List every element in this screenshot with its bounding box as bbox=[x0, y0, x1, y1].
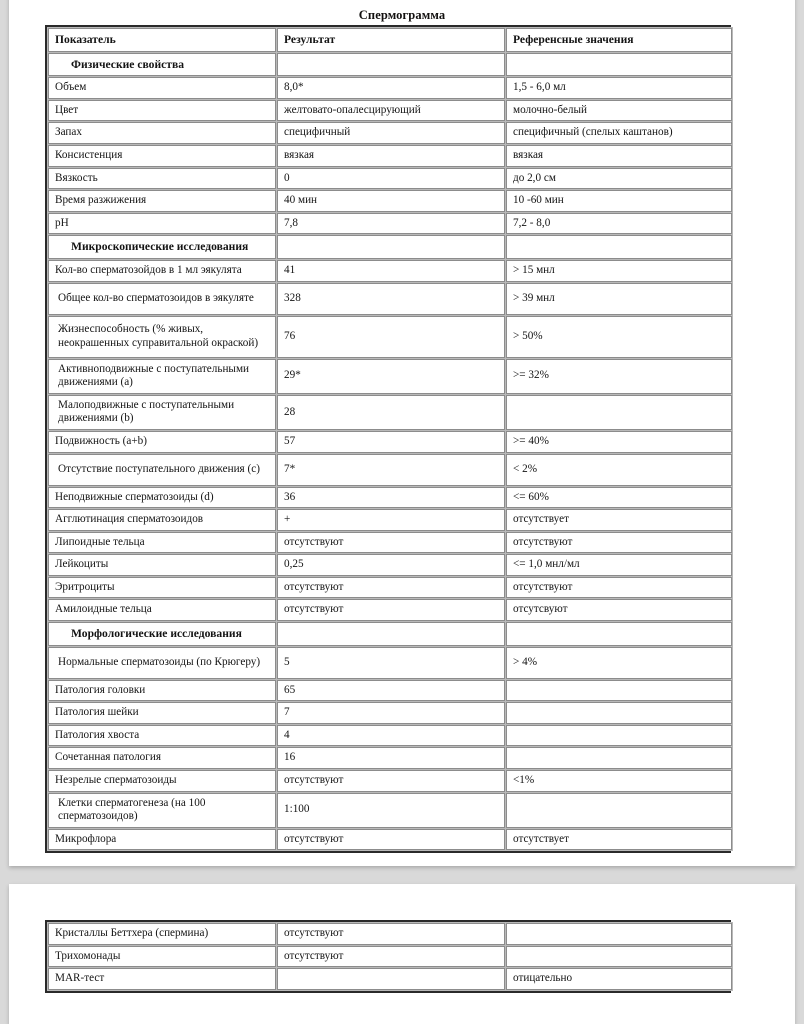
row-label: Клетки сперматогенеза (на 100 сперматозоидов) bbox=[48, 793, 276, 828]
row-label: Незрелые сперматозоиды bbox=[48, 770, 276, 792]
row-reference bbox=[506, 946, 732, 968]
table-row bbox=[48, 680, 732, 702]
row-result: 40 мин bbox=[277, 190, 505, 212]
section-row-morphological bbox=[48, 622, 732, 646]
row-reference bbox=[506, 793, 732, 828]
row-result: 29* bbox=[277, 359, 505, 394]
table-row bbox=[48, 793, 732, 828]
row-result: 5 bbox=[277, 647, 505, 679]
row-reference bbox=[506, 725, 732, 747]
row-label: pH bbox=[48, 213, 276, 235]
row-label: Кристаллы Беттхера (спермина) bbox=[48, 923, 276, 945]
row-reference: отицательно bbox=[506, 968, 732, 990]
row-reference: >= 32% bbox=[506, 359, 732, 394]
table-row bbox=[48, 577, 732, 599]
row-label: Объем bbox=[48, 77, 276, 99]
table-row bbox=[48, 702, 732, 724]
row-label: Активноподвижные с поступательными движениями (a) bbox=[48, 359, 276, 394]
row-result: специфичный bbox=[277, 122, 505, 144]
row-reference: <1% bbox=[506, 770, 732, 792]
table-row bbox=[48, 316, 732, 358]
section-spacer-reference bbox=[506, 53, 732, 77]
table-row bbox=[48, 168, 732, 190]
row-label: Нормальные сперматозоиды (по Крюгеру) bbox=[48, 647, 276, 679]
table-row bbox=[48, 145, 732, 167]
row-result: отсутствуют bbox=[277, 923, 505, 945]
row-reference: специфичный (спелых каштанов) bbox=[506, 122, 732, 144]
document-page-2 bbox=[9, 884, 795, 1024]
row-label: MAR-тест bbox=[48, 968, 276, 990]
row-reference bbox=[506, 702, 732, 724]
row-result: 16 bbox=[277, 747, 505, 769]
spermogram-table-continued bbox=[47, 922, 733, 991]
column-header-reference: Референсные значения bbox=[506, 28, 732, 52]
row-result: отсутствуют bbox=[277, 829, 505, 851]
row-label: Малоподвижные с поступательными движениями (b) bbox=[48, 395, 276, 430]
row-result: 36 bbox=[277, 487, 505, 509]
row-reference bbox=[506, 747, 732, 769]
row-label: Жизнеспособность (% живых, неокрашенных суправитальной окраской) bbox=[48, 316, 276, 358]
table-row bbox=[48, 100, 732, 122]
page-title: Спермограмма bbox=[358, 8, 446, 22]
row-result: вязкая bbox=[277, 145, 505, 167]
row-reference: 1,5 - 6,0 мл bbox=[506, 77, 732, 99]
table-row bbox=[48, 923, 732, 945]
row-reference bbox=[506, 923, 732, 945]
table-row bbox=[48, 260, 732, 282]
row-reference: <= 60% bbox=[506, 487, 732, 509]
row-label: Патология головки bbox=[48, 680, 276, 702]
table-row bbox=[48, 190, 732, 212]
row-reference: 7,2 - 8,0 bbox=[506, 213, 732, 235]
section-spacer-result bbox=[277, 622, 505, 646]
row-label: Кол-во сперматозойдов в 1 мл эякулята bbox=[48, 260, 276, 282]
row-label: Вязкость bbox=[48, 168, 276, 190]
row-result: 7,8 bbox=[277, 213, 505, 235]
row-reference: > 50% bbox=[506, 316, 732, 358]
row-label: Время разжижения bbox=[48, 190, 276, 212]
row-label: Запах bbox=[48, 122, 276, 144]
row-label: Эритроциты bbox=[48, 577, 276, 599]
section-spacer-result bbox=[277, 53, 505, 77]
table-row bbox=[48, 283, 732, 315]
row-reference: 10 -60 мин bbox=[506, 190, 732, 212]
row-result: 41 bbox=[277, 260, 505, 282]
row-reference: отсутсвуют bbox=[506, 599, 732, 621]
row-label: Цвет bbox=[48, 100, 276, 122]
row-reference: >= 40% bbox=[506, 431, 732, 453]
section-label-morphological: Морфологические исследования bbox=[48, 622, 276, 646]
row-result: отсутствуют bbox=[277, 946, 505, 968]
spermogram-table-continued-wrap bbox=[45, 920, 731, 993]
row-result: 4 bbox=[277, 725, 505, 747]
row-result: 76 bbox=[277, 316, 505, 358]
row-result: 1:100 bbox=[277, 793, 505, 828]
row-reference bbox=[506, 395, 732, 430]
section-label-physical: Физические свойства bbox=[48, 53, 276, 77]
table-row bbox=[48, 968, 732, 990]
section-spacer-result bbox=[277, 235, 505, 259]
document-page-1 bbox=[9, 0, 795, 866]
spermogram-table bbox=[47, 27, 733, 851]
table-row bbox=[48, 554, 732, 576]
row-reference: > 39 мнл bbox=[506, 283, 732, 315]
row-result: + bbox=[277, 509, 505, 531]
row-result: 0 bbox=[277, 168, 505, 190]
row-label: Сочетанная патология bbox=[48, 747, 276, 769]
row-result: отсутствуют bbox=[277, 770, 505, 792]
section-label-microscopic: Микроскопические исследования bbox=[48, 235, 276, 259]
column-header-result: Результат bbox=[277, 28, 505, 52]
table-row bbox=[48, 770, 732, 792]
table-row bbox=[48, 647, 732, 679]
row-label: Трихомонады bbox=[48, 946, 276, 968]
table-row bbox=[48, 599, 732, 621]
row-label: Патология шейки bbox=[48, 702, 276, 724]
table-row bbox=[48, 77, 732, 99]
section-row-physical bbox=[48, 53, 732, 77]
row-label: Подвижность (a+b) bbox=[48, 431, 276, 453]
row-label: Лейкоциты bbox=[48, 554, 276, 576]
table-row bbox=[48, 487, 732, 509]
row-label: Амилоидные тельца bbox=[48, 599, 276, 621]
row-label: Микрофлора bbox=[48, 829, 276, 851]
table-header-row bbox=[48, 28, 732, 52]
row-result: 7* bbox=[277, 454, 505, 486]
section-spacer-reference bbox=[506, 622, 732, 646]
row-reference: < 2% bbox=[506, 454, 732, 486]
row-reference: вязкая bbox=[506, 145, 732, 167]
row-result: 57 bbox=[277, 431, 505, 453]
row-reference: до 2,0 см bbox=[506, 168, 732, 190]
row-reference: молочно-белый bbox=[506, 100, 732, 122]
row-result: 8,0* bbox=[277, 77, 505, 99]
row-reference: отсутствуют bbox=[506, 577, 732, 599]
table-row bbox=[48, 454, 732, 486]
table-row bbox=[48, 509, 732, 531]
row-reference: <= 1,0 мнл/мл bbox=[506, 554, 732, 576]
row-reference: отсутствуют bbox=[506, 532, 732, 554]
row-label: Общее кол-во сперматозоидов в эякуляте bbox=[48, 283, 276, 315]
row-label: Липоидные тельца bbox=[48, 532, 276, 554]
row-reference: > 4% bbox=[506, 647, 732, 679]
row-label: Неподвижные сперматозоиды (d) bbox=[48, 487, 276, 509]
row-reference: отсутствует bbox=[506, 509, 732, 531]
table-row bbox=[48, 359, 732, 394]
row-result: отсутствуют bbox=[277, 577, 505, 599]
table-row bbox=[48, 431, 732, 453]
row-label: Патология хвоста bbox=[48, 725, 276, 747]
row-result: 7 bbox=[277, 702, 505, 724]
row-result: отсутствуют bbox=[277, 532, 505, 554]
row-result: 28 bbox=[277, 395, 505, 430]
row-result: отсутствуют bbox=[277, 599, 505, 621]
row-result: 65 bbox=[277, 680, 505, 702]
row-reference: > 15 мнл bbox=[506, 260, 732, 282]
row-label: Консистенция bbox=[48, 145, 276, 167]
row-reference bbox=[506, 680, 732, 702]
table-row bbox=[48, 829, 732, 851]
table-row bbox=[48, 747, 732, 769]
row-result: 0,25 bbox=[277, 554, 505, 576]
row-label: Отсутствие поступательного движения (c) bbox=[48, 454, 276, 486]
table-row bbox=[48, 395, 732, 430]
row-result: желтовато-опалесцирующий bbox=[277, 100, 505, 122]
table-row bbox=[48, 532, 732, 554]
section-spacer-reference bbox=[506, 235, 732, 259]
column-header-name: Показатель bbox=[48, 28, 276, 52]
row-reference: отсутствует bbox=[506, 829, 732, 851]
section-row-microscopic bbox=[48, 235, 732, 259]
row-result: 328 bbox=[277, 283, 505, 315]
table-row bbox=[48, 725, 732, 747]
table-row bbox=[48, 213, 732, 235]
spermogram-table-wrap bbox=[45, 25, 731, 853]
row-result bbox=[277, 968, 505, 990]
table-row bbox=[48, 122, 732, 144]
row-label: Агглютинация сперматозоидов bbox=[48, 509, 276, 531]
table-row bbox=[48, 946, 732, 968]
